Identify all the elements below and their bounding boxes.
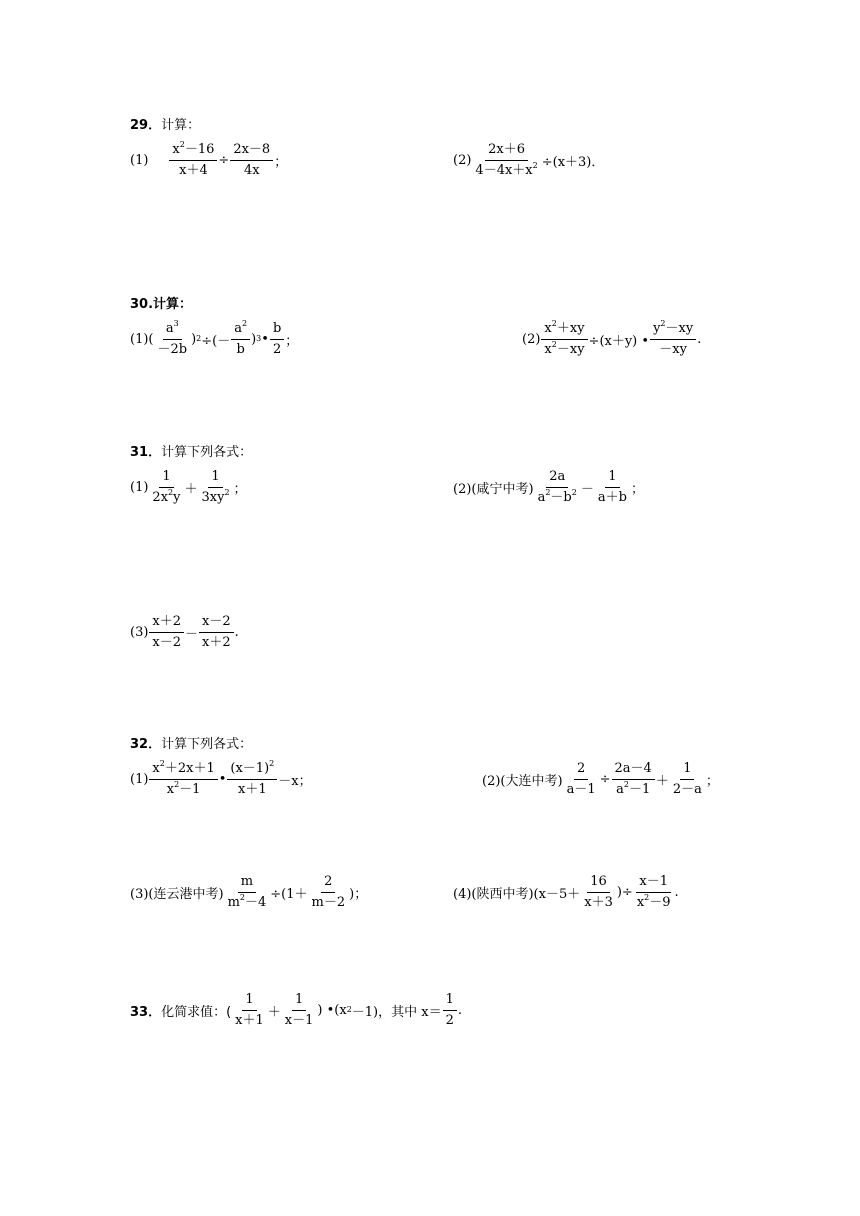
fraction: $\frac{1}{2-a}$ xyxy=(672,760,702,797)
fraction: $\frac{a^2}{b}$ xyxy=(231,321,250,358)
problem-32-2: (2)(大连中考) $\frac{2}{a-1}$ ÷ $\frac{2a-4}{a^2-1}$ ＋ $\frac{1}{2-a}$ ； xyxy=(482,760,719,797)
question-title: 计算： xyxy=(153,297,193,312)
problem-30-2: (2) $\frac{x^2+xy}{x^2-xy}$ ÷(x＋y) • $\frac{y^2-xy}{-xy}$ . xyxy=(522,318,702,357)
fraction: $\frac{x^2-16}{x+4}$ xyxy=(169,142,217,179)
fraction: $\frac{1}{x+1}$ xyxy=(235,991,264,1028)
question-title: 计算： xyxy=(161,118,201,133)
fraction: $\frac{1}{3xy^2}$ xyxy=(201,468,230,505)
fraction: $\frac{2a}{a^2-b^2}$ xyxy=(537,468,577,505)
problem-31-3: (3) $\frac{x+2}{x-2}$ － $\frac{x-2}{x+2}$ . xyxy=(130,613,239,650)
problem-31-1: (1) $\frac{1}{2x^2y}$ ＋ $\frac{1}{3xy^2}$ ； xyxy=(130,468,247,505)
problem-32-1: (1) $\frac{x^2+2x+1}{x^2-1}$ • $\frac{(x-1)^2}{x+1}$ －x； xyxy=(130,758,312,797)
problem-29-2: (2) $\frac{2x+6}{4-4x+x^2}$ ÷(x＋3)． xyxy=(453,141,605,178)
problem-label: (1) xyxy=(130,771,149,787)
fraction: $\frac{16}{x+3}$ xyxy=(584,873,613,910)
problem-label: (1)( xyxy=(130,331,154,347)
fraction: $\frac{2}{a-1}$ xyxy=(566,760,596,797)
question-number: 33． xyxy=(130,1004,162,1020)
fraction: $\frac{x^2+xy}{x^2-xy}$ xyxy=(541,321,587,358)
problem-label: (2) xyxy=(522,331,541,347)
question-title: 计算下列各式： xyxy=(161,445,253,460)
question-29-heading xyxy=(130,114,200,133)
problem-label: (1) xyxy=(130,479,149,495)
question-title: 化简求值：( xyxy=(161,1004,232,1020)
fraction: $\frac{(x-1)^2}{x+1}$ xyxy=(227,761,277,798)
fraction: $\frac{y^2-xy}{-xy}$ xyxy=(650,321,696,358)
question-31-heading xyxy=(130,441,252,460)
fraction: $\frac{1}{2x^2y}$ xyxy=(152,468,181,505)
problem-29-1: (1) $\frac{x^2-16}{x+4}$ ÷ $\frac{2x-8}{4x}$ ； xyxy=(130,139,288,178)
problem-31-2: (2)(咸宁中考) $\frac{2a}{a^2-b^2}$ － $\frac{1}{a+b}$ ； xyxy=(453,468,644,505)
problem-30-1: (1)( $\frac{a^3}{-2b}$ ) 2 ÷(－ $\frac{a^2}{b}$ ) 3 • $\frac{b}{2}$ ； xyxy=(130,318,299,357)
question-number: 30. xyxy=(130,297,154,312)
problem-32-4: (4)(陕西中考)(x－5＋ $\frac{16}{x+3}$ )÷ $\frac{x-1}{x^2-9}$ . xyxy=(453,873,679,910)
fraction: $\frac{b}{2}$ xyxy=(270,321,284,358)
problem-label: (4)(陕西中考)(x－5＋ xyxy=(453,886,581,902)
problem-label: (2)(大连中考) xyxy=(482,773,563,789)
problem-label: (2) xyxy=(453,152,472,168)
fraction: $\frac{x+2}{x-2}$ xyxy=(149,614,184,651)
question-number: 31． xyxy=(130,445,162,460)
fraction: $\frac{x-2}{x+2}$ xyxy=(199,614,234,651)
fraction: $\frac{2x+6}{4-4x+x^2}$ xyxy=(475,141,538,178)
fraction: $\frac{x^2+2x+1}{x^2-1}$ xyxy=(149,761,217,798)
fraction: $\frac{1}{x-1}$ xyxy=(284,991,314,1028)
problem-label: (3)(连云港中考) xyxy=(130,886,224,902)
fraction: $\frac{1}{2}$ xyxy=(443,992,457,1029)
problem-label: (2)(咸宁中考) xyxy=(453,481,534,497)
fraction: $\frac{a^3}{-2b}$ xyxy=(157,318,188,357)
fraction: $\frac{m}{m^2-4}$ xyxy=(227,873,267,910)
problem-32-3: (3)(连云港中考) $\frac{m}{m^2-4}$ ÷(1＋ $\frac{2}{m-2}$ )； xyxy=(130,873,368,910)
fraction: $\frac{2a-4}{a^2-1}$ xyxy=(612,761,655,798)
fraction: $\frac{1}{a+b}$ xyxy=(597,468,627,505)
question-number: 32． xyxy=(130,737,162,752)
question-30-heading xyxy=(130,293,192,312)
problem-label: (1) xyxy=(130,152,149,168)
problem-33: 33． 化简求值：( $\frac{1}{x+1}$ ＋ $\frac{1}{x-1}$ ) •(x 2 －1)，其中 x＝ $\frac{1}{2}$ . xyxy=(130,991,463,1028)
fraction: $\frac{2}{m-2}$ xyxy=(311,873,346,910)
operator: ÷ xyxy=(218,152,230,168)
fraction: $\frac{x-1}{x^2-9}$ xyxy=(636,873,671,910)
problem-label: (3) xyxy=(130,624,149,640)
fraction: $\frac{2x-8}{4x}$ xyxy=(230,142,273,179)
question-32-heading xyxy=(130,733,252,752)
question-title: 计算下列各式： xyxy=(161,737,253,752)
question-number: 29． xyxy=(130,118,162,133)
